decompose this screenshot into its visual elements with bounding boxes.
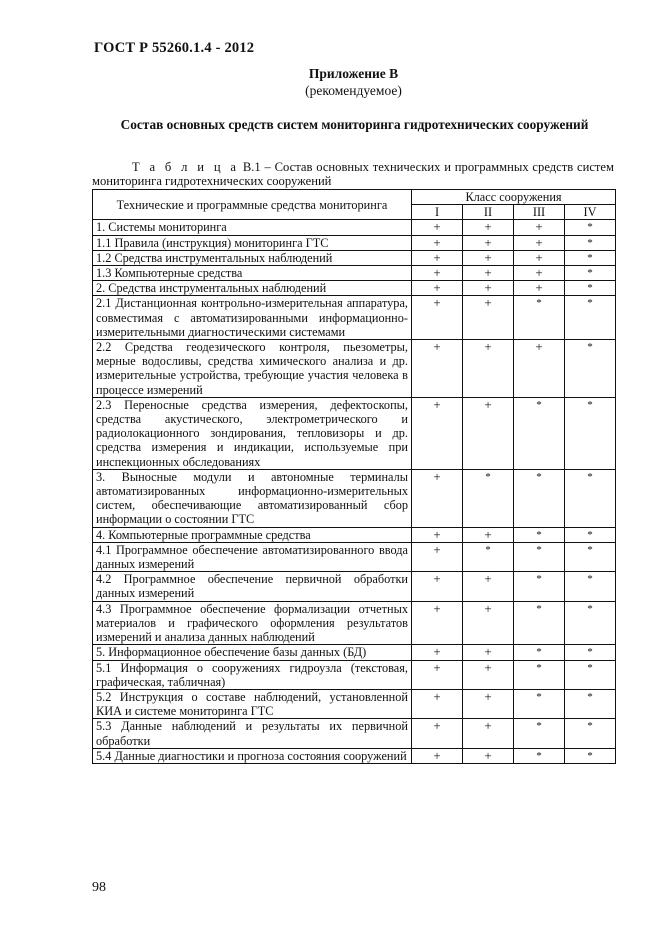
- row-mark-class-1: +: [412, 281, 463, 296]
- row-mark-class-1: +: [412, 220, 463, 235]
- row-mark-class-4: *: [565, 689, 616, 718]
- table-row: [93, 397, 616, 469]
- row-mark-class-2: *: [463, 469, 514, 527]
- row-mark-class-2: +: [463, 689, 514, 718]
- table-caption: [92, 160, 614, 188]
- table-body: [93, 220, 616, 764]
- row-mark-class-3: *: [514, 572, 565, 601]
- row-mark-class-3: +: [514, 220, 565, 235]
- table-caption-line1-rest: В.1 – Состав основных технических и программных средств систем: [242, 160, 614, 174]
- table-row: [93, 645, 616, 660]
- row-mark-class-3: *: [514, 397, 565, 469]
- table-row: [93, 235, 616, 250]
- table-row: [93, 660, 616, 689]
- row-mark-class-1: +: [412, 748, 463, 763]
- row-mark-class-2: +: [463, 296, 514, 340]
- row-mark-class-2: +: [463, 235, 514, 250]
- monitoring-means-table: [92, 189, 616, 764]
- row-mark-class-4: *: [565, 469, 616, 527]
- row-mark-class-4: *: [565, 527, 616, 542]
- row-mark-class-4: *: [565, 719, 616, 748]
- row-mark-class-2: *: [463, 542, 514, 571]
- row-name: 5.1 Информация о сооружениях гидроузла (текстовая, графическая, табличная): [93, 660, 412, 689]
- row-mark-class-4: *: [565, 266, 616, 281]
- row-mark-class-3: *: [514, 542, 565, 571]
- row-mark-class-2: +: [463, 645, 514, 660]
- row-name: 1.2 Средства инструментальных наблюдений: [93, 250, 412, 265]
- row-mark-class-1: +: [412, 266, 463, 281]
- row-mark-class-2: +: [463, 250, 514, 265]
- row-mark-class-4: *: [565, 340, 616, 398]
- table-row: [93, 748, 616, 763]
- row-name: 2.2 Средства геодезического контроля, пьезометры, мерные водосливы, средства химического анализа и др. измерительные устройства, требующие участия человека в процессе измерений: [93, 340, 412, 398]
- row-mark-class-2: +: [463, 601, 514, 645]
- row-mark-class-1: +: [412, 719, 463, 748]
- row-mark-class-3: +: [514, 235, 565, 250]
- table-caption-line2: мониторинга гидротехнических сооружений: [92, 174, 332, 188]
- table-row: [93, 250, 616, 265]
- row-mark-class-4: *: [565, 645, 616, 660]
- row-name: 5.4 Данные диагностики и прогноза состояния сооружений: [93, 748, 412, 763]
- row-name: 1.1 Правила (инструкция) мониторинга ГТС: [93, 235, 412, 250]
- row-name: 5.3 Данные наблюдений и результаты их первичной обработки: [93, 719, 412, 748]
- row-name: 3. Выносные модули и автономные терминалы автоматизированных информационно-измерительных систем, обеспечивающие автоматизированный сбор информации о состоянии ГТС: [93, 469, 412, 527]
- row-name: 5.2 Инструкция о составе наблюдений, установленной КИА и системе мониторинга ГТС: [93, 689, 412, 718]
- row-mark-class-2: +: [463, 397, 514, 469]
- row-mark-class-3: *: [514, 660, 565, 689]
- row-name: 1.3 Компьютерные средства: [93, 266, 412, 281]
- header-class-iii: III: [514, 205, 565, 220]
- row-mark-class-4: *: [565, 250, 616, 265]
- table-caption-line1: [92, 160, 614, 174]
- table-caption-prefix: Т а б л и ц а: [132, 160, 239, 174]
- row-mark-class-4: *: [565, 235, 616, 250]
- row-mark-class-1: +: [412, 340, 463, 398]
- row-mark-class-2: +: [463, 266, 514, 281]
- row-name: 2. Средства инструментальных наблюдений: [93, 281, 412, 296]
- row-mark-class-2: +: [463, 572, 514, 601]
- header-means: Технические и программные средства мониторинга: [93, 190, 412, 220]
- header-class-ii: II: [463, 205, 514, 220]
- header-class-group: Класс сооружения: [412, 190, 616, 205]
- section-title: Состав основных средств систем мониторинга гидротехнических сооружений: [120, 117, 589, 132]
- row-mark-class-3: *: [514, 601, 565, 645]
- table-row: [93, 281, 616, 296]
- row-mark-class-3: +: [514, 266, 565, 281]
- row-mark-class-1: +: [412, 601, 463, 645]
- row-mark-class-3: *: [514, 527, 565, 542]
- row-mark-class-3: *: [514, 296, 565, 340]
- appendix-title: Приложение В: [308, 66, 399, 81]
- table-row: [93, 266, 616, 281]
- row-mark-class-3: *: [514, 645, 565, 660]
- row-mark-class-2: +: [463, 220, 514, 235]
- appendix-status: (рекомендуемое): [305, 83, 402, 98]
- page-number: 98: [92, 880, 106, 895]
- row-mark-class-1: +: [412, 235, 463, 250]
- row-mark-class-1: +: [412, 469, 463, 527]
- row-mark-class-1: +: [412, 542, 463, 571]
- row-mark-class-1: +: [412, 645, 463, 660]
- row-mark-class-3: +: [514, 340, 565, 398]
- row-mark-class-4: *: [565, 397, 616, 469]
- row-mark-class-2: +: [463, 281, 514, 296]
- header-class-iv: IV: [565, 205, 616, 220]
- row-mark-class-1: +: [412, 572, 463, 601]
- row-name: 2.3 Переносные средства измерения, дефектоскопы, средства акустического, электрометрического и радиолокационного зондирования, тепловизоры и др. средства измерения и индикации, используемые при инспекционных обследованиях: [93, 397, 412, 469]
- row-mark-class-4: *: [565, 542, 616, 571]
- row-mark-class-4: *: [565, 601, 616, 645]
- row-mark-class-1: +: [412, 296, 463, 340]
- row-mark-class-3: +: [514, 281, 565, 296]
- standard-header: ГОСТ Р 55260.1.4 - 2012: [94, 40, 255, 56]
- row-mark-class-3: +: [514, 250, 565, 265]
- table-row: [93, 220, 616, 235]
- table-row: [93, 689, 616, 718]
- table-row: [93, 601, 616, 645]
- row-mark-class-4: *: [565, 660, 616, 689]
- row-mark-class-3: *: [514, 469, 565, 527]
- row-mark-class-3: *: [514, 689, 565, 718]
- row-name: 1. Системы мониторинга: [93, 220, 412, 235]
- header-class-i: I: [412, 205, 463, 220]
- row-name: 4.1 Программное обеспечение автоматизированного ввода данных измерений: [93, 542, 412, 571]
- row-mark-class-3: *: [514, 748, 565, 763]
- row-mark-class-4: *: [565, 220, 616, 235]
- row-name: 2.1 Дистанционная контрольно-измерительная аппаратура, совместимая с автоматизированными информационно-измерительными диагностическими системами: [93, 296, 412, 340]
- row-mark-class-2: +: [463, 748, 514, 763]
- row-name: 4.2 Программное обеспечение первичной обработки данных измерений: [93, 572, 412, 601]
- row-mark-class-4: *: [565, 281, 616, 296]
- row-mark-class-2: +: [463, 340, 514, 398]
- row-mark-class-1: +: [412, 250, 463, 265]
- table-row: [93, 719, 616, 748]
- row-mark-class-4: *: [565, 296, 616, 340]
- table-row: [93, 340, 616, 398]
- row-mark-class-2: +: [463, 660, 514, 689]
- table-row: [93, 542, 616, 571]
- table-row: [93, 469, 616, 527]
- table-row: [93, 296, 616, 340]
- row-mark-class-2: +: [463, 719, 514, 748]
- row-mark-class-4: *: [565, 748, 616, 763]
- row-mark-class-1: +: [412, 397, 463, 469]
- row-name: 4.3 Программное обеспечение формализации отчетных материалов и графического оформления результатов измерений и анализа данных наблюдений: [93, 601, 412, 645]
- row-mark-class-1: +: [412, 660, 463, 689]
- table-row: [93, 527, 616, 542]
- row-name: 5. Информационное обеспечение базы данных (БД): [93, 645, 412, 660]
- row-name: 4. Компьютерные программные средства: [93, 527, 412, 542]
- row-mark-class-4: *: [565, 572, 616, 601]
- row-mark-class-1: +: [412, 689, 463, 718]
- row-mark-class-3: *: [514, 719, 565, 748]
- table-row: [93, 572, 616, 601]
- row-mark-class-2: +: [463, 527, 514, 542]
- row-mark-class-1: +: [412, 527, 463, 542]
